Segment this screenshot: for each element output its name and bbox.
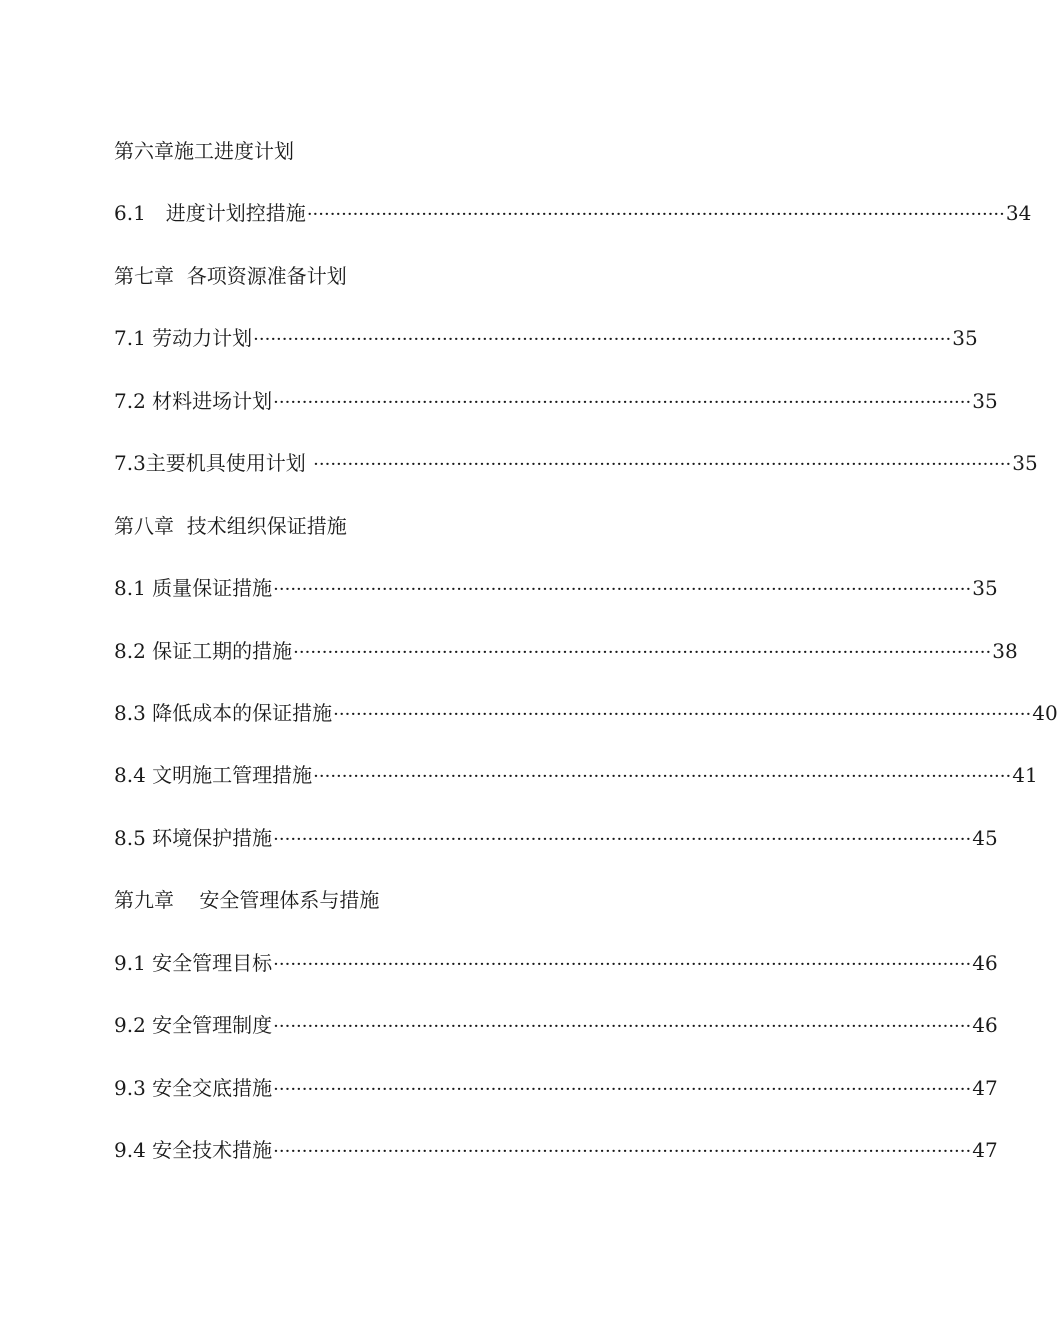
toc-heading-chapter-6 xyxy=(114,136,294,166)
toc-item-8-5[interactable] xyxy=(114,823,998,853)
toc-heading-chapter-8 xyxy=(114,511,347,541)
dot-leader: ·························································································································· xyxy=(313,766,1012,787)
toc-heading-chapter-7 xyxy=(114,261,347,291)
toc-label: 9.2 安全管理制度 xyxy=(114,1013,273,1037)
toc-item-9-1[interactable] xyxy=(114,948,998,978)
toc-label: 7.2 材料进场计划 xyxy=(114,389,273,413)
toc-page-number: 38 xyxy=(992,639,1018,663)
toc-label: 第六章施工进度计划 xyxy=(114,139,294,163)
toc-item-8-1[interactable] xyxy=(114,573,998,603)
toc-label: 8.2 保证工期的措施 xyxy=(114,639,293,663)
toc-page-number: 47 xyxy=(972,1076,998,1100)
toc-item-9-2[interactable] xyxy=(114,1010,998,1040)
toc-label: 9.1 安全管理目标 xyxy=(114,951,273,975)
dot-leader: ·························································································································· xyxy=(306,204,1005,225)
toc-item-8-2[interactable] xyxy=(114,636,1018,666)
dot-leader: ·························································································································· xyxy=(273,1141,972,1162)
dot-leader: ·························································································································· xyxy=(293,642,992,663)
toc-item-7-3[interactable] xyxy=(114,448,1038,478)
toc-label: 第九章 安全管理体系与措施 xyxy=(114,888,380,912)
toc-item-9-4[interactable] xyxy=(114,1135,998,1165)
toc-page-number: 35 xyxy=(972,576,998,600)
toc-label: 6.1 进度计划控措施 xyxy=(114,201,306,225)
toc-page-number: 35 xyxy=(1012,451,1038,475)
toc-page-number: 41 xyxy=(1012,763,1038,787)
dot-leader: ·························································································································· xyxy=(253,329,952,350)
toc-label: 8.4 文明施工管理措施 xyxy=(114,763,313,787)
toc-page-number: 45 xyxy=(972,826,998,850)
dot-leader: ·························································································································· xyxy=(273,392,972,413)
toc-label: 8.5 环境保护措施 xyxy=(114,826,273,850)
toc-label: 8.3 降低成本的保证措施 xyxy=(114,701,333,725)
toc-page-number: 46 xyxy=(972,1013,998,1037)
toc-page-number: 40 xyxy=(1032,701,1058,725)
toc-item-9-3[interactable] xyxy=(114,1073,998,1103)
dot-leader: ·························································································································· xyxy=(273,579,972,600)
toc-label: 7.1 劳动力计划 xyxy=(114,326,253,350)
toc-page-number: 35 xyxy=(972,389,998,413)
dot-leader: ·························································································································· xyxy=(333,704,1032,725)
toc-item-8-3[interactable] xyxy=(114,698,1058,728)
dot-leader: ·························································································································· xyxy=(273,1016,972,1037)
toc-page-number: 34 xyxy=(1005,201,1032,225)
toc-page-number: 46 xyxy=(972,951,998,975)
dot-leader: ·························································································································· xyxy=(273,954,972,975)
toc-label: 第七章 各项资源准备计划 xyxy=(114,264,347,288)
toc-page-number: 47 xyxy=(972,1138,998,1162)
toc-item-7-1[interactable] xyxy=(114,323,978,353)
dot-leader: ·························································································································· xyxy=(273,829,972,850)
toc-label: 9.3 安全交底措施 xyxy=(114,1076,273,1100)
toc-label: 第八章 技术组织保证措施 xyxy=(114,514,347,538)
toc-page-number: 35 xyxy=(952,326,978,350)
toc-label: 9.4 安全技术措施 xyxy=(114,1138,273,1162)
dot-leader: ·························································································································· xyxy=(313,454,1012,475)
toc-heading-chapter-9 xyxy=(114,885,379,915)
toc-label: 8.1 质量保证措施 xyxy=(114,576,273,600)
toc-item-7-2[interactable] xyxy=(114,386,998,416)
toc-item-6-1[interactable] xyxy=(114,198,1032,228)
toc-label: 7.3主要机具使用计划 xyxy=(114,451,313,475)
toc-item-8-4[interactable] xyxy=(114,760,1038,790)
dot-leader: ·························································································································· xyxy=(273,1079,972,1100)
